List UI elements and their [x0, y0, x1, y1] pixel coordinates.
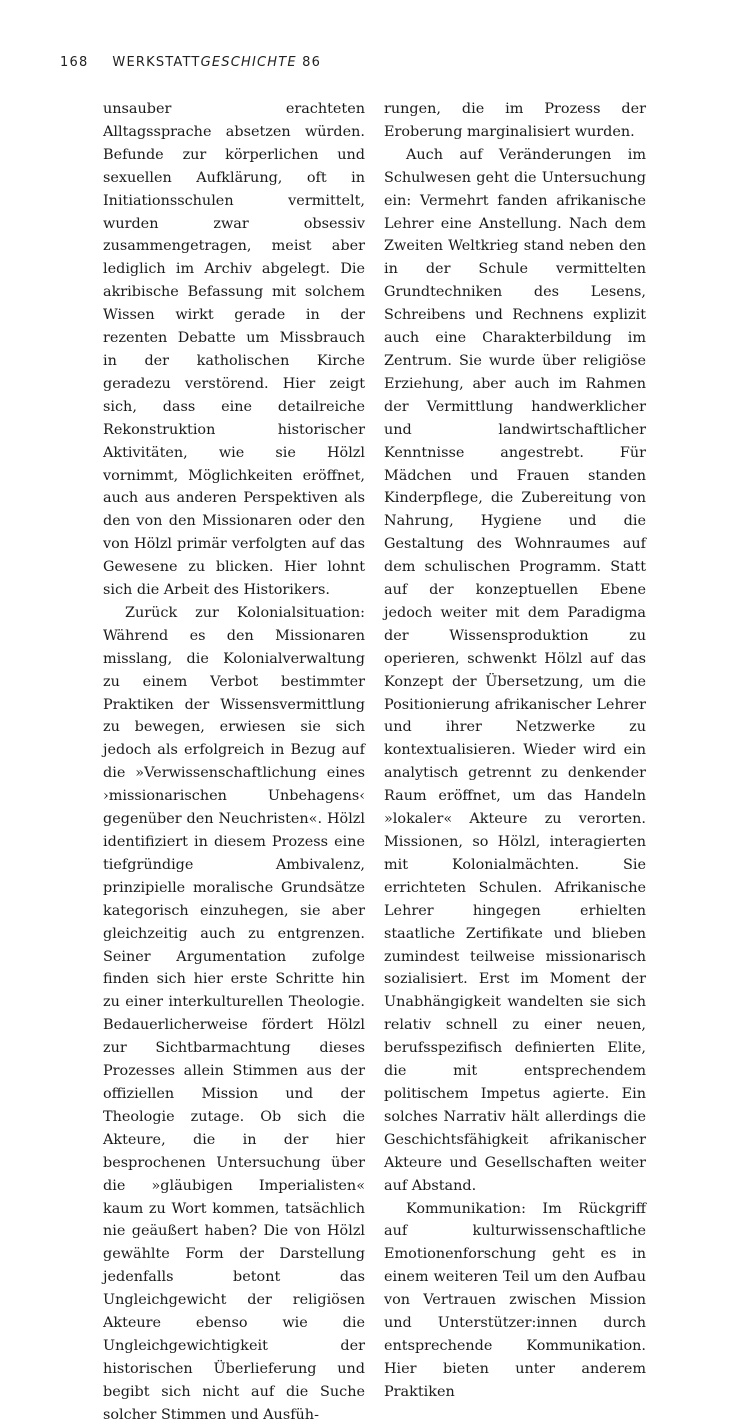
- left-text-column: [103, 98, 365, 1427]
- right-text-column: [384, 98, 646, 1404]
- page-number: 168: [60, 55, 89, 70]
- paragraph: Kommunikation: Im Rückgriff auf kulturwissenschaftliche Emotionenforschung geht es in einem weiteren Teil um den Aufbau von Vertrauen zwischen Mission und Unterstützer:innen durch entsprechende Kommunikation. Hier bieten unter anderem Praktiken: [384, 1200, 646, 1400]
- paragraph: rungen, die im Prozess der Eroberung marginalisiert wurden.: [384, 101, 646, 140]
- journal-title-italic: GESCHICHTE: [200, 55, 297, 70]
- journal-title-upright: WERKSTATT: [112, 55, 201, 70]
- issue-number: 86: [302, 55, 322, 70]
- paragraph: unsauber erachteten Alltagssprache absetzen würden. Befunde zur körperlichen und sexuellen Aufklärung, oft in Initiationsschulen vermittelt, wurden zwar obsessiv zusammengetragen, meist aber lediglich im Archiv abgelegt. Die akribische Befassung mit solchem Wissen wirkt gerade in der rezenten Debatte um Missbrauch in der katholischen Kirche geradezu verstörend. Hier zeigt sich, dass eine detailreiche Rekonstruktion historischer Aktivitäten, wie sie Hölzl vornimmt, Möglichkeiten eröffnet, auch aus anderen Perspektiven als den von den Missionaren oder den von Hölzl primär verfolgten auf das Gewesene zu blicken. Hier lohnt sich die Arbeit des Historikers.: [103, 101, 365, 599]
- running-head: [60, 55, 321, 70]
- paragraph: Auch auf Veränderungen im Schulwesen geht die Untersuchung ein: Vermehrt fanden afrikanische Lehrer eine Anstellung. Nach dem Zweiten Weltkrieg stand neben den in der Schule vermittelten Grundtechniken des Lesens, Schreibens und Rechnens explizit auch eine Charakterbildung im Zentrum. Sie wurde über religiöse Erziehung, aber auch im Rahmen der Vermittlung handwerklicher und landwirtschaftlicher Kenntnisse angestrebt. Für Mädchen und Frauen standen Kinderpflege, die Zubereitung von Nahrung, Hygiene und die Gestaltung des Wohnraumes auf dem schulischen Programm. Statt auf der konzeptuellen Ebene jedoch weiter mit dem Paradigma der Wissensproduktion zu operieren, schwenkt Hölzl auf das Konzept der Übersetzung, um die Positionierung afrikanischer Lehrer und ihrer Netzwerke zu kontextualisieren. Wieder wird ein analytisch getrennt zu denkender Raum eröffnet, um das Handeln »lokaler« Akteure zu verorten. Missionen, so Hölzl, interagierten mit Kolonialmächten. Sie errichteten Schulen. Afrikanische Lehrer hingegen erhielten staatliche Zertifikate und blieben zumindest teilweise missionarisch sozialisiert. Erst im Moment der Unabhängigkeit wandelten sie sich relativ schnell zu einer neuen, berufsspezifisch definierten Elite, die mit entsprechendem politischem Impetus agierte. Ein solches Narrativ hält allerdings die Geschichtsfähigkeit afrikanischer Akteure und Gesellschaften weiter auf Abstand.: [384, 146, 646, 1194]
- paragraph: Zurück zur Kolonialsituation: Während es den Missionaren misslang, die Kolonialverwaltung zu einem Verbot bestimmter Praktiken der Wissensvermittlung zu bewegen, erwiesen sie sich jedoch als erfolgreich in Bezug auf die »Verwissenschaftlichung eines ›missionarischen Unbehagens‹ gegenüber den Neuchristen«. Hölzl identifiziert in diesem Prozess eine tiefgründige Ambivalenz, prinzipielle moralische Grundsätze kategorisch einzuhegen, sie aber gleichzeitig auch zu entgrenzen. Seiner Argumentation zufolge finden sich hier erste Schritte hin zu einer interkulturellen Theologie. Bedauerlicherweise fördert Hölzl zur Sichtbarmachtung dieses Prozesses allein Stimmen aus der offiziellen Mission und der Theologie zutage. Ob sich die Akteure, die in der hier besprochenen Untersuchung über die »gläubigen Imperialisten« kaum zu Wort kommen, tatsächlich nie geäußert haben? Die von Hölzl gewählte Form der Darstellung jedenfalls betont das Ungleichgewicht der religiösen Akteure ebenso wie die Ungleichgewichtigkeit der historischen Überlieferung und begibt sich nicht auf die Suche solcher Stimmen und Ausfüh-: [103, 604, 365, 1423]
